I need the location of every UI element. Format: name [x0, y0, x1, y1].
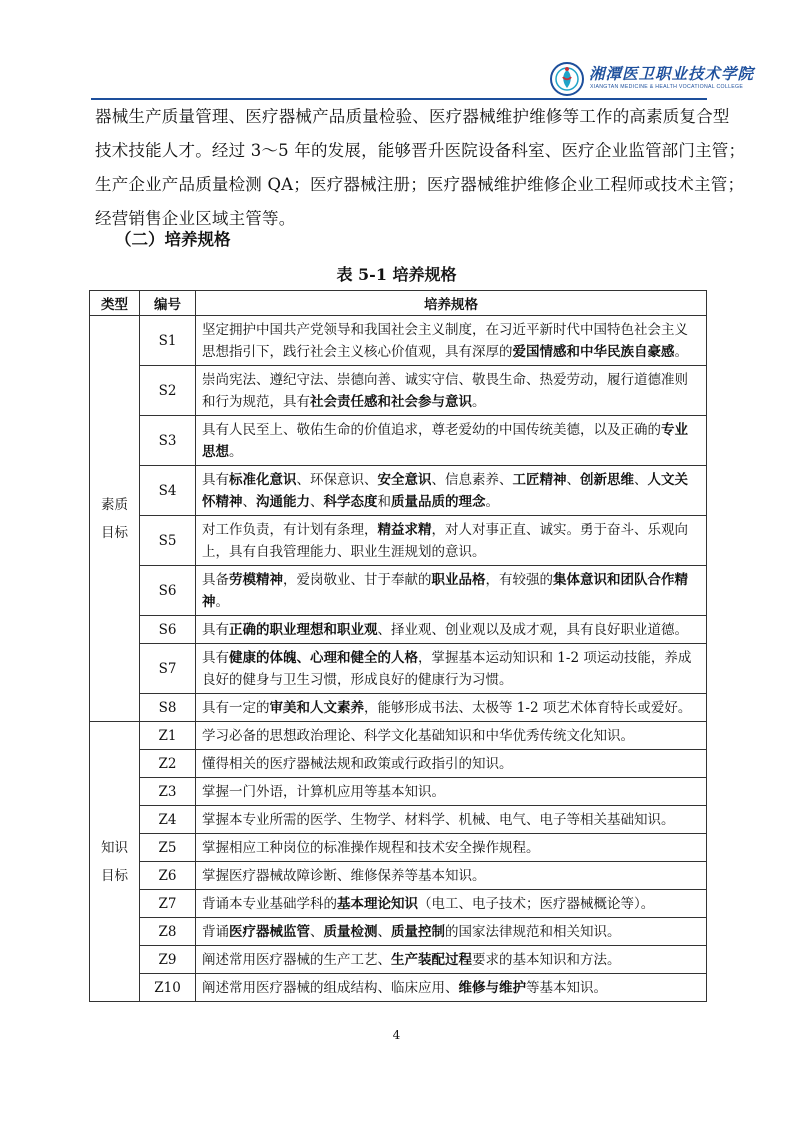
spec-cell [196, 834, 707, 862]
type-cell [90, 722, 140, 1002]
spec-cell [196, 644, 707, 694]
logo-text-english: XIANGTAN MEDICINE & HEALTH VOCATIONAL COLLEGE [590, 84, 744, 90]
header-type: 类型 [90, 291, 140, 316]
emphasis-text: 安全意识 [377, 472, 432, 488]
spec-cell [196, 862, 707, 890]
table-row [90, 890, 707, 918]
spec-text: 。 [674, 344, 688, 360]
spec-cell [196, 516, 707, 566]
emphasis-text: 正确的职业理想和职业观 [229, 622, 378, 638]
spec-text: 、 [310, 924, 324, 940]
type-label: 知识 [101, 839, 128, 856]
spec-text: 阐述常用医疗器械的组成结构、临床应用、 [202, 980, 459, 996]
spec-line [202, 569, 700, 591]
spec-line [202, 977, 700, 999]
spec-text: 具有 [202, 472, 229, 488]
emphasis-text: 人文关 [647, 472, 688, 488]
spec-text: 、 [310, 494, 324, 510]
spec-line [202, 619, 700, 641]
spec-text: 对工作负责，有计划有条理， [202, 522, 378, 538]
emphasis-text: 科学态度 [323, 494, 378, 510]
intro-line: 经营销售企业区域主管等。 [95, 209, 296, 228]
spec-line [202, 837, 700, 859]
table-row [90, 616, 707, 644]
training-spec-table [89, 290, 707, 1002]
spec-cell [196, 366, 707, 416]
code-cell: Z5 [140, 834, 196, 862]
spec-text: 背诵 [202, 924, 229, 940]
spec-cell [196, 918, 707, 946]
table-row [90, 778, 707, 806]
table-row [90, 918, 707, 946]
spec-line [202, 921, 700, 943]
spec-cell [196, 778, 707, 806]
spec-text: 背诵本专业基础学科的 [202, 896, 337, 912]
spec-cell [196, 890, 707, 918]
spec-text: 、信息素养、 [431, 472, 513, 488]
spec-cell [196, 722, 707, 750]
emphasis-text: 健康的体魄、心理和健全的人格 [229, 650, 418, 666]
emphasis-text: 质量品质的理念 [391, 494, 486, 510]
spec-text: 上，具有自我管理能力、职业生涯规划的意识。 [202, 544, 486, 560]
spec-text: 崇尚宪法、遵纪守法、崇德向善、诚实守信、敬畏生命、热爱劳动，履行道德准则 [202, 372, 688, 388]
table-row [90, 416, 707, 466]
table-row [90, 806, 707, 834]
spec-cell [196, 566, 707, 616]
table-row [90, 974, 707, 1002]
emphasis-text: 集体意识和团队合作精 [553, 572, 688, 588]
spec-line [202, 591, 700, 613]
spec-line [202, 419, 700, 441]
spec-line [202, 809, 700, 831]
emphasis-text: 创新思维 [580, 472, 634, 488]
table-row [90, 694, 707, 722]
spec-cell [196, 974, 707, 1002]
emphasis-text: 标准化意识 [229, 472, 297, 488]
intro-paragraph [95, 100, 746, 236]
spec-text: 良好的健身与卫生习惯，形成良好的健康行为习惯。 [202, 672, 513, 688]
spec-text: 具备 [202, 572, 229, 588]
spec-text: 。 [229, 444, 243, 460]
emphasis-text: 医疗器械监管 [229, 924, 310, 940]
spec-text: 、 [377, 924, 391, 940]
college-logo [549, 60, 755, 98]
code-cell: Z9 [140, 946, 196, 974]
spec-text: ，掌握基本运动知识和 1-2 项运动技能，养成 [418, 650, 692, 666]
spec-line [202, 341, 700, 363]
code-cell: Z1 [140, 722, 196, 750]
spec-text: ，有较强的 [485, 572, 553, 588]
spec-text: 、 [566, 472, 580, 488]
spec-text: 掌握本专业所需的医学、生物学、材料学、机械、电气、电子等相关基础知识。 [202, 812, 675, 828]
spec-line [202, 319, 700, 341]
spec-text: 懂得相关的医疗器械法规和政策或行政指引的知识。 [202, 756, 513, 772]
emphasis-text: 基本理论知识 [337, 896, 418, 912]
spec-text: 阐述常用医疗器械的生产工艺、 [202, 952, 391, 968]
spec-line [202, 697, 700, 719]
emphasis-text: 劳模精神 [229, 572, 283, 588]
code-cell: S7 [140, 644, 196, 694]
spec-text: 、 [634, 472, 648, 488]
code-cell: S3 [140, 416, 196, 466]
spec-cell [196, 806, 707, 834]
type-cell [90, 316, 140, 722]
code-cell: S1 [140, 316, 196, 366]
table-row [90, 466, 707, 516]
emphasis-text: 审美和人文素养 [269, 700, 364, 716]
spec-text: ，对人对事正直、诚实。勇于奋斗、乐观向 [431, 522, 688, 538]
spec-text: 具有 [202, 622, 229, 638]
code-cell: Z7 [140, 890, 196, 918]
emphasis-text: 爱国情感和中华民族自豪感 [512, 344, 675, 360]
spec-text: ，爱岗敬业、甘于奉献的 [283, 572, 432, 588]
spec-text: 、择业观、创业观以及成才观，具有良好职业道德。 [377, 622, 688, 638]
spec-text: 和 [377, 494, 391, 510]
intro-line: 技术技能人才。经过 3～5 年的发展，能够晋升医院设备科室、医疗企业监管部门主管； [95, 141, 746, 160]
code-cell: S4 [140, 466, 196, 516]
spec-line [202, 491, 700, 513]
table-row [90, 750, 707, 778]
spec-text: 掌握一门外语，计算机应用等基本知识。 [202, 784, 445, 800]
emphasis-text: 精益求精 [377, 522, 432, 538]
spec-line [202, 541, 700, 563]
emphasis-text: 质量控制 [391, 924, 445, 940]
spec-text: 掌握相应工种岗位的标准操作规程和技术安全操作规程。 [202, 840, 540, 856]
spec-text: 的国家法律规范和相关知识。 [445, 924, 621, 940]
table-row [90, 946, 707, 974]
code-cell: Z6 [140, 862, 196, 890]
spec-cell [196, 946, 707, 974]
spec-cell [196, 466, 707, 516]
spec-cell [196, 750, 707, 778]
spec-cell [196, 416, 707, 466]
table-row [90, 834, 707, 862]
spec-line [202, 669, 700, 691]
code-cell: Z4 [140, 806, 196, 834]
emphasis-text: 沟通能力 [256, 494, 310, 510]
spec-text: 和行为规范，具有 [202, 394, 310, 410]
spec-text: 。 [485, 494, 499, 510]
spec-line [202, 725, 700, 747]
emphasis-text: 工匠精神 [512, 472, 567, 488]
spec-text: 、 [242, 494, 256, 510]
spec-text: 思想指引下，践行社会主义核心价值观，具有深厚的 [202, 344, 513, 360]
spec-text: 。 [472, 394, 486, 410]
spec-line [202, 441, 700, 463]
table-row [90, 566, 707, 616]
spec-cell [196, 616, 707, 644]
table-header-row [90, 291, 707, 316]
table-row [90, 644, 707, 694]
type-label: 目标 [101, 867, 128, 884]
table-row [90, 722, 707, 750]
spec-text: （电工、电子技术；医疗器械概论等）。 [418, 896, 655, 912]
spec-text: 坚定拥护中国共产党领导和我国社会主义制度，在习近平新时代中国特色社会主义 [202, 322, 688, 338]
spec-text: 具有一定的 [202, 700, 270, 716]
spec-text: ，能够形成书法、太极等 1-2 项艺术体育特长或爱好。 [364, 700, 692, 716]
table-row [90, 516, 707, 566]
section-heading: （二）培养规格 [115, 230, 231, 249]
type-label: 目标 [101, 524, 128, 541]
spec-line [202, 753, 700, 775]
spec-line [202, 369, 700, 391]
code-cell: Z2 [140, 750, 196, 778]
table-row [90, 862, 707, 890]
table-row [90, 316, 707, 366]
code-cell: Z8 [140, 918, 196, 946]
spec-text: 、环保意识、 [296, 472, 378, 488]
spec-line [202, 893, 700, 915]
code-cell: S5 [140, 516, 196, 566]
emphasis-text: 怀精神 [202, 494, 243, 510]
code-cell: Z10 [140, 974, 196, 1002]
spec-text: 具有人民至上、敬佑生命的价值追求，尊老爱幼的中国传统美德，以及正确的 [202, 422, 661, 438]
spec-text: 要求的基本知识和方法。 [472, 952, 621, 968]
spec-text: 。 [215, 594, 229, 610]
emphasis-text: 社会责任感和社会参与意识 [310, 394, 472, 410]
code-cell: S6 [140, 566, 196, 616]
table-row [90, 366, 707, 416]
spec-text: 学习必备的思想政治理论、科学文化基础知识和中华优秀传统文化知识。 [202, 728, 634, 744]
code-cell: Z3 [140, 778, 196, 806]
emphasis-text: 职业品格 [431, 572, 486, 588]
spec-line [202, 391, 700, 413]
spec-line [202, 781, 700, 803]
spec-cell [196, 316, 707, 366]
spec-line [202, 469, 700, 491]
emphasis-text: 神 [202, 594, 216, 610]
code-cell: S8 [140, 694, 196, 722]
spec-text: 等基本知识。 [526, 980, 607, 996]
spec-line [202, 949, 700, 971]
spec-line [202, 647, 700, 669]
type-label: 素质 [101, 496, 128, 513]
emphasis-text: 生产装配过程 [391, 952, 472, 968]
spec-line [202, 865, 700, 887]
code-cell: S6 [140, 616, 196, 644]
intro-line: 器械生产质量管理、医疗器械产品质量检验、医疗器械维护维修等工作的高素质复合型 [95, 107, 730, 126]
header-spec: 培养规格 [196, 291, 707, 316]
emphasis-text: 质量检测 [323, 924, 378, 940]
code-cell: S2 [140, 366, 196, 416]
table-body [90, 316, 707, 1002]
table-title: 表 5-1 培养规格 [336, 265, 457, 284]
spec-text: 具有 [202, 650, 229, 666]
emphasis-text: 维修与维护 [458, 980, 526, 996]
spec-text: 掌握医疗器械故障诊断、维修保养等基本知识。 [202, 868, 486, 884]
header-code: 编号 [140, 291, 196, 316]
logo-text-chinese: 湘潭医卫职业技术学院 [589, 64, 755, 83]
intro-line: 生产企业产品质量检测 QA；医疗器械注册；医疗器械维护维修企业工程师或技术主管； [95, 175, 745, 194]
spec-line [202, 519, 700, 541]
emphasis-text: 专业 [661, 422, 688, 438]
page-number: 4 [392, 1028, 401, 1042]
emphasis-text: 思想 [202, 444, 229, 460]
spec-cell [196, 694, 707, 722]
